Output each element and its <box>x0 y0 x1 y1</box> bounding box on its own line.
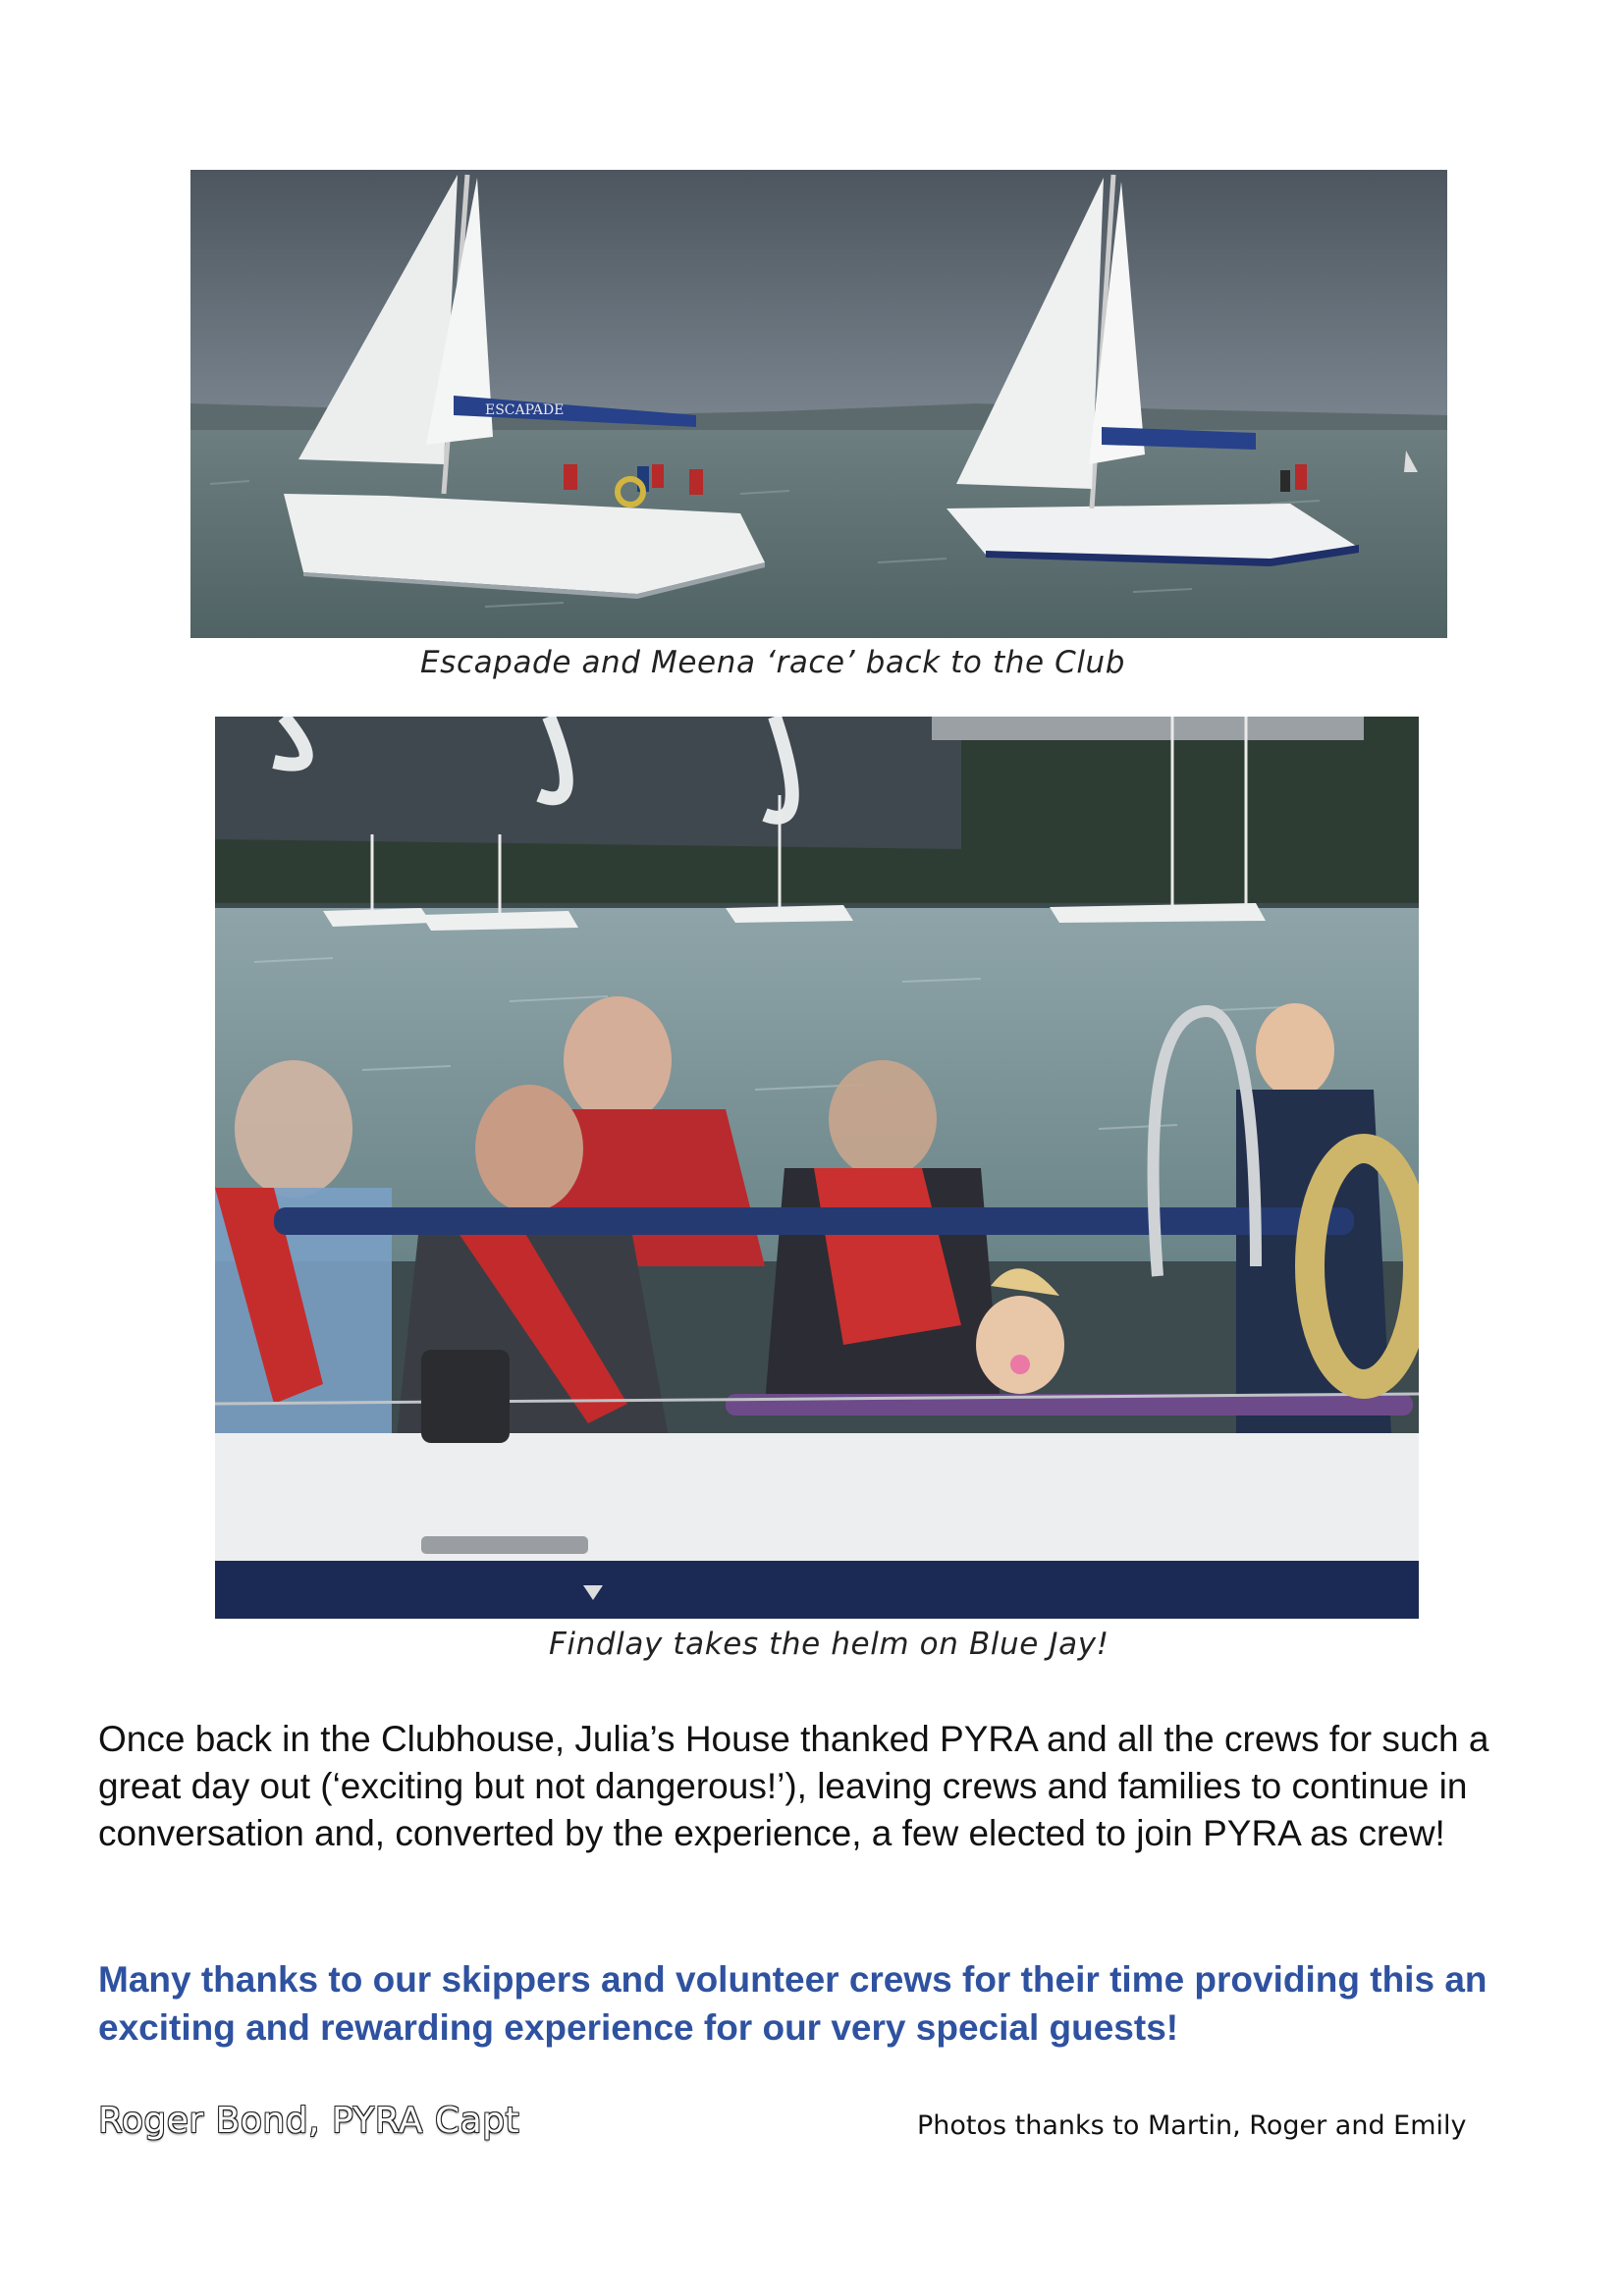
signature: Roger Bond, PYRA Capt <box>98 2101 520 2141</box>
photo-crew-on-boat <box>215 717 1419 1619</box>
photo-credit: Photos thanks to Martin, Roger and Emily <box>917 2110 1467 2141</box>
caption-top-photo: Escapade and Meena ‘race’ back to the Club <box>420 645 1126 680</box>
body-paragraph: Once back in the Clubhouse, Julia’s House thanked PYRA and all the crews for such a great day out (‘exciting but not dangerous!’), leaving crews and families to continue in conversation and, converted by the experience, a few elected to join PYRA as crew! <box>98 1719 1489 1853</box>
photo-yachts-racing <box>190 170 1447 638</box>
boat-name-text: ESCAPADE <box>485 402 565 418</box>
thanks-message: Many thanks to our skippers and volunteer crews for their time providing this an exciting and rewarding experience for our very special guests! <box>98 1959 1488 2048</box>
caption-middle-photo: Findlay takes the helm on Blue Jay! <box>549 1627 1109 1662</box>
